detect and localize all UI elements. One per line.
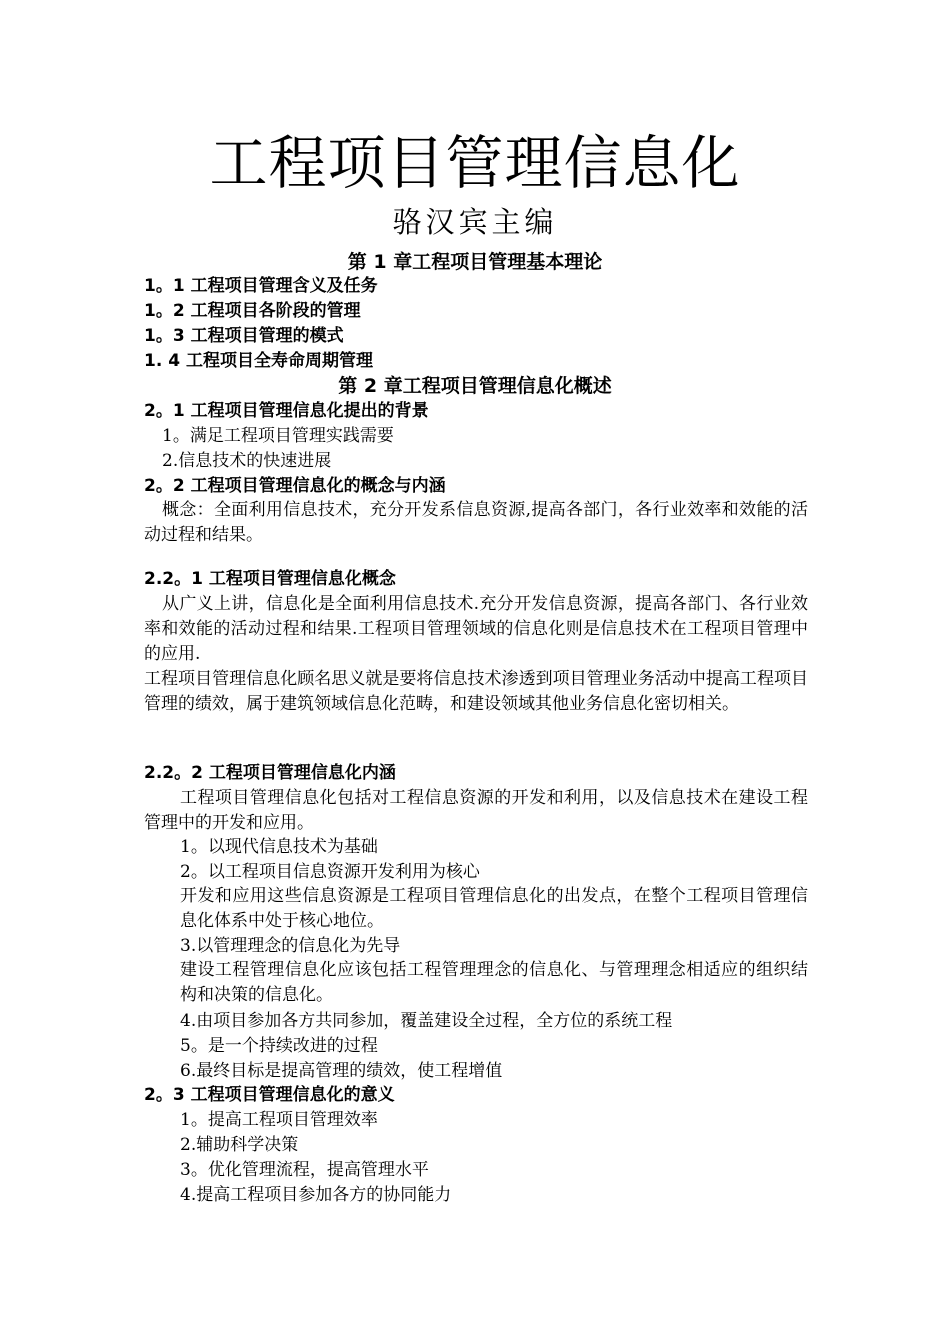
document-title: 工程项目管理信息化	[209, 129, 741, 197]
section-2-2-2: 2.2。2 工程项目管理信息化内涵	[144, 763, 396, 783]
section-1-2: 1。2 工程项目各阶段的管理	[144, 301, 361, 321]
list-item: 1。提高工程项目管理效率	[180, 1110, 378, 1130]
paragraph: 工程项目管理信息化顾名思义就是要将信息技术渗透到项目管理业务活动中提高工程项目管理的绩效，属于建筑领域信息化范畴，和建设领域其他业务信息化密切相关。	[144, 669, 808, 714]
list-item: 1。以现代信息技术为基础	[180, 837, 378, 857]
chapter-1-heading: 第 1 章工程项目管理基本理论	[347, 251, 603, 273]
list-item: 3.以管理理念的信息化为先导	[180, 936, 401, 956]
paragraph: 工程项目管理信息化包括对工程信息资源的开发和利用，以及信息技术在建设工程管理中的开发和应用。	[144, 788, 808, 833]
list-item: 2.辅助科学决策	[180, 1135, 299, 1155]
section-2-3: 2。3 工程项目管理信息化的意义	[144, 1085, 395, 1105]
paragraph: 建设工程管理信息化应该包括工程管理理念的信息化、与管理理念相适应的组织结构和决策的信息化。	[180, 960, 808, 1005]
list-item: 2.信息技术的快速进展	[162, 451, 332, 471]
document-editor: 骆汉宾主编	[392, 205, 558, 239]
list-item: 6.最终目标是提高管理的绩效，使工程增值	[180, 1061, 503, 1081]
paragraph: 开发和应用这些信息资源是工程项目管理信息化的出发点，在整个工程项目管理信息化体系中处于核心地位。	[180, 886, 808, 931]
list-item: 1。满足工程项目管理实践需要	[162, 426, 394, 446]
section-1-1: 1。1 工程项目管理含义及任务	[144, 276, 378, 296]
section-1-4: 1. 4 工程项目全寿命周期管理	[144, 351, 373, 371]
list-item: 3。优化管理流程，提高管理水平	[180, 1160, 429, 1180]
chapter-2-heading: 第 2 章工程项目管理信息化概述	[338, 375, 612, 397]
concept-paragraph: 概念：全面利用信息技术，充分开发系信息资源,提高各部门，各行业效率和效能的活动过程和结果。	[144, 500, 808, 545]
section-1-3: 1。3 工程项目管理的模式	[144, 326, 344, 346]
list-item: 2。以工程项目信息资源开发利用为核心	[180, 862, 480, 882]
paragraph: 从广义上讲，信息化是全面利用信息技术.充分开发信息资源，提高各部门、各行业效率和效能的活动过程和结果.工程项目管理领域的信息化则是信息技术在工程项目管理中的应用.	[144, 594, 808, 664]
section-2-2: 2。2 工程项目管理信息化的概念与内涵	[144, 476, 446, 496]
list-item: 4.提高工程项目参加各方的协同能力	[180, 1185, 452, 1205]
list-item: 4.由项目参加各方共同参加，覆盖建设全过程，全方位的系统工程	[180, 1011, 673, 1031]
section-2-1: 2。1 工程项目管理信息化提出的背景	[144, 401, 429, 421]
section-2-2-1: 2.2。1 工程项目管理信息化概念	[144, 569, 396, 589]
list-item: 5。是一个持续改进的过程	[180, 1036, 378, 1056]
